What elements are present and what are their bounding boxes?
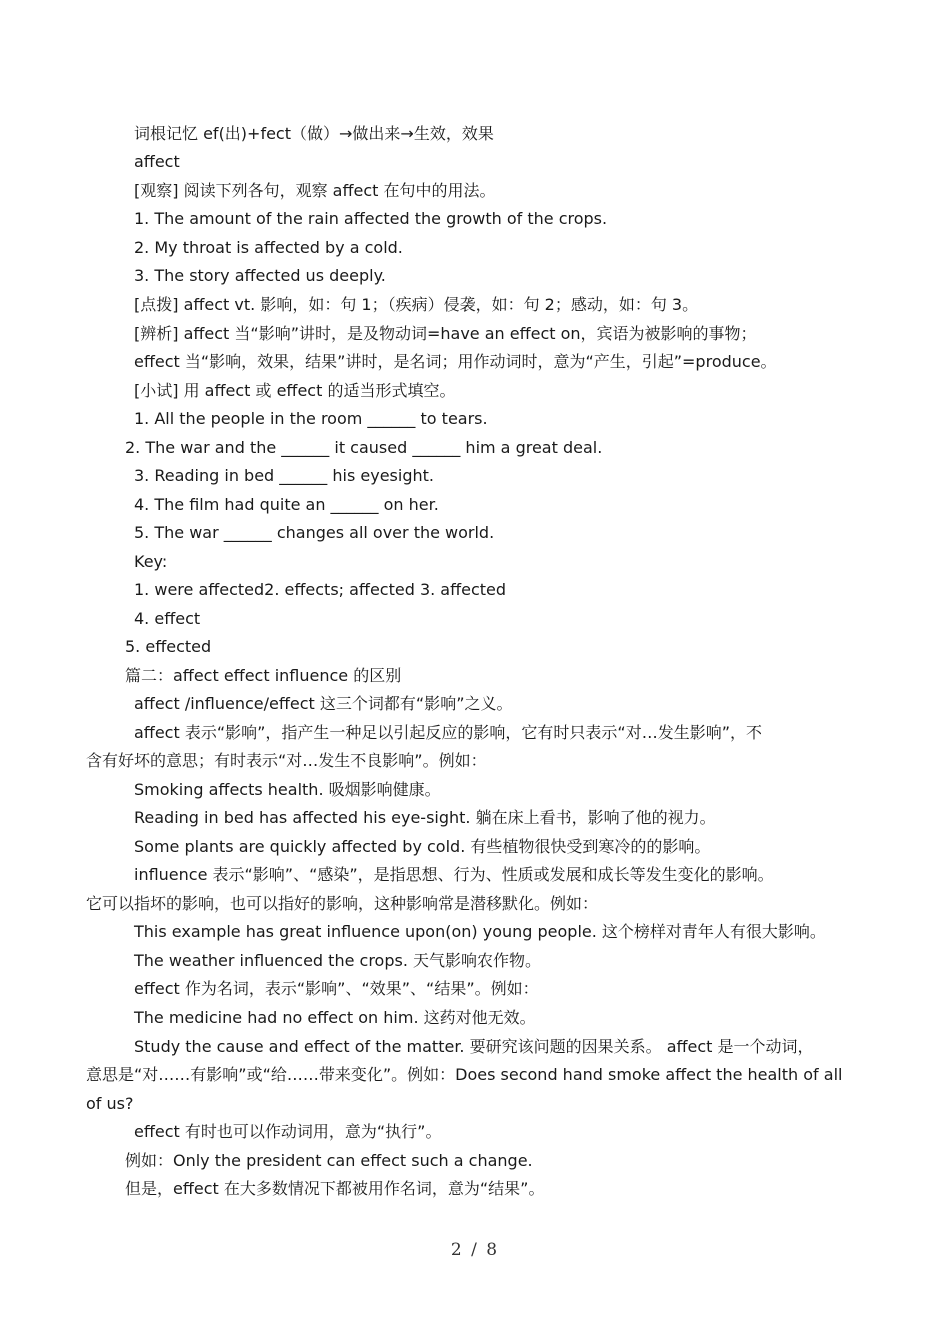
text-line: 例如：Only the president can effect such a change. [125, 1151, 533, 1170]
text-line: 它可以指坏的影响，也可以指好的影响，这种影响常是潜移默化。例如： [86, 894, 599, 913]
text-line: 4. The film had quite an ______ on her. [134, 495, 439, 514]
text-line: 5. effected [125, 637, 212, 656]
text-line: of us? [86, 1094, 134, 1113]
text-line: [辨析] affect 当“影响”讲时，是及物动词=have an effect on，宾语为被影响的事物； [134, 324, 757, 343]
text-line: 1. were affected2. effects; affected 3. affected [134, 580, 507, 599]
text-line: Smoking affects health. 吸烟影响健康。 [134, 780, 441, 799]
text-line: 2. My throat is affected by a cold. [134, 238, 403, 257]
text-line: 但是，effect 在大多数情况下都被用作名词，意为“结果”。 [125, 1179, 545, 1198]
text-line: Reading in bed has affected his eye-sight. 躺在床上看书，影响了他的视力。 [134, 808, 716, 827]
text-line: affect /influence/effect 这三个词都有“影响”之义。 [134, 694, 513, 713]
page-number: 2 / 8 [450, 1240, 500, 1260]
text-line: Study the cause and effect of the matter. 要研究该问题的因果关系。 affect 是一个动词， [134, 1037, 814, 1056]
text-line: The medicine had no effect on him. 这药对他无效。 [134, 1008, 536, 1027]
text-line: The weather influenced the crops. 天气影响农作物。 [134, 951, 541, 970]
text-line: affect 表示“影响”，指产生一种足以引起反应的影响，它有时只表示“对…发生影响”，不 [134, 723, 762, 742]
text-line: Key: [134, 552, 168, 571]
text-line: 意思是“对……有影响”或“给……带来变化”。例如：Does second hand smoke affect the health of all [86, 1065, 843, 1084]
text-line: [小试] 用 affect 或 effect 的适当形式填空。 [134, 381, 456, 400]
text-line: 1. All the people in the room ______ to tears. [134, 409, 488, 428]
text-line: affect [134, 152, 180, 171]
text-line: [观察] 阅读下列各句，观察 affect 在句中的用法。 [134, 181, 496, 200]
text-line: 1. The amount of the rain affected the growth of the crops. [134, 209, 608, 228]
text-line: This example has great influence upon(on) young people. 这个榜样对青年人有很大影响。 [134, 922, 826, 941]
text-line: effect 当“影响，效果，结果”讲时，是名词；用作动词时，意为“产生，引起”=produce。 [134, 352, 777, 371]
text-line: 5. The war ______ changes all over the world. [134, 523, 495, 542]
text-line: 含有好坏的意思；有时表示“对…发生不良影响”。例如： [86, 751, 487, 770]
text-line: 4. effect [134, 609, 201, 628]
text-line: Some plants are quickly affected by cold. 有些植物很快受到寒冷的的影响。 [134, 837, 711, 856]
text-line: effect 作为名词，表示“影响”、“效果”、“结果”。例如： [134, 979, 539, 998]
text-line: 2. The war and the ______ it caused ______ him a great deal. [125, 438, 603, 457]
text-line: 3. The story affected us deeply. [134, 266, 386, 285]
section-heading: 篇二：affect effect influence 的区别 [125, 666, 402, 685]
text-line: influence 表示“影响”、“感染”，是指思想、行为、性质或发展和成长等发生变化的影响。 [134, 865, 774, 884]
text-line: 3. Reading in bed ______ his eyesight. [134, 466, 434, 485]
text-line: [点拨] affect vt. 影响，如：句 1；（疾病）侵袭，如：句 2；感动，如：句 3。 [134, 295, 699, 314]
text-line: 词根记忆 ef(出)+fect（做）→做出来→生效，效果 [134, 124, 494, 143]
text-line: effect 有时也可以作动词用，意为“执行”。 [134, 1122, 442, 1141]
